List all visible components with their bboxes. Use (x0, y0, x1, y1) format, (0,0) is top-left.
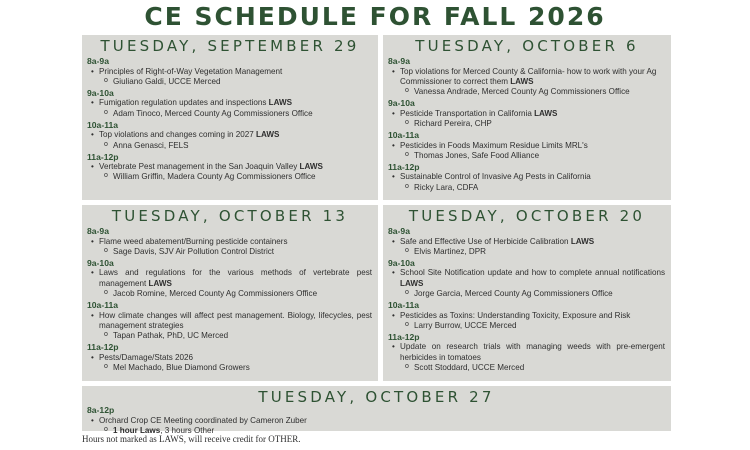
session-topic: • School Site Notification update and how to complete annual notifications LAWS (383, 268, 671, 288)
page-title: CE SCHEDULE FOR FALL 2026 (144, 2, 606, 31)
session-speaker: o Richard Pereira, CHP (383, 119, 671, 129)
session-credit: o 1 hour Laws, 3 hours Other (82, 426, 671, 436)
session-speaker: o Jorge Garcia, Merced County Ag Commissioners Office (383, 289, 671, 299)
session-time: 10a-11a (388, 300, 420, 311)
session-time: 9a-10a (87, 257, 114, 268)
session-time: 11a-12p (87, 342, 119, 353)
block-heading: TUESDAY, OCTOBER 6 (415, 37, 639, 55)
session-time: 11a-12p (87, 151, 119, 162)
session-time: 11a-12p (388, 331, 420, 342)
laws-badge: LAWS (510, 76, 534, 86)
session-speaker: o William Griffin, Madera County Ag Commissioners Office (82, 172, 378, 182)
session-topic: • Pesticide Transportation in California LAWS (383, 109, 671, 119)
schedule-block-oct-6 (383, 35, 671, 200)
session-time: 9a-10a (87, 87, 114, 98)
session-time: 8a-9a (87, 226, 109, 236)
block-heading: TUESDAY, OCTOBER 27 (258, 388, 495, 406)
session-speaker: o Mel Machado, Blue Diamond Growers (82, 363, 378, 373)
schedule-block-oct-13 (82, 205, 378, 381)
session-speaker: o Scott Stoddard, UCCE Merced (383, 363, 671, 373)
session-speaker: o Larry Burrow, UCCE Merced (383, 321, 671, 331)
session-speaker: o Giuliano Galdi, UCCE Merced (82, 77, 378, 87)
laws-badge: LAWS (570, 236, 595, 246)
session-topic: • Principles of Right-of-Way Vegetation Management (82, 67, 378, 77)
laws-badge: LAWS (534, 108, 558, 118)
session-time: 8a-12p (87, 405, 115, 415)
session-topic: • Top violations for Merced County & California- how to work with your Ag Commissioner to correct them LAWS (383, 67, 671, 87)
laws-badge: LAWS (268, 98, 293, 108)
session-speaker: o Jacob Romine, Merced County Ag Commissioners Office (82, 289, 378, 299)
session-time: 10a-11a (87, 119, 119, 130)
session-topic: • Pesticides as Toxins: Understanding Toxicity, Exposure and Risk (383, 311, 671, 321)
session-topic: • Pests/Damage/Stats 2026 (82, 353, 378, 363)
session-speaker: o Vanessa Andrade, Merced County Ag Commissioners Office (383, 87, 671, 97)
session-topic: • How climate changes will affect pest management. Biology, lifecycles, pest management strategies (82, 311, 378, 331)
schedule-block-oct-27 (82, 386, 671, 435)
session-topic: • Sustainable Control of Invasive Ag Pests in California (383, 172, 671, 182)
session-topic: • Safe and Effective Use of Herbicide Calibration LAWS (383, 237, 671, 247)
session-time: 10a-11a (87, 300, 119, 311)
session-time: 9a-10a (388, 98, 415, 109)
session-topic: • Laws and regulations for the various methods of vertebrate pest management LAWS (82, 268, 378, 288)
laws-badge: LAWS (299, 162, 323, 172)
schedule-block-oct-20 (383, 205, 671, 381)
session-time: 10a-11a (388, 130, 420, 141)
session-time: 8a-9a (87, 56, 109, 66)
session-time: 11a-12p (388, 161, 420, 172)
session-speaker: o Sage Davis, SJV Air Pollution Control District (82, 247, 378, 257)
footnote: Hours not marked as LAWS, will receive credit for OTHER. (82, 434, 301, 444)
session-topic: • Flame weed abatement/Burning pesticide containers (82, 237, 378, 247)
session-speaker: o Ricky Lara, CDFA (383, 183, 671, 193)
session-speaker: o Tapan Pathak, PhD, UC Merced (82, 331, 378, 341)
session-time: 8a-9a (388, 56, 410, 66)
session-topic: • Top violations and changes coming in 2027 LAWS (82, 130, 378, 140)
session-topic: • Pesticides in Foods Maximum Residue Limits MRL's (383, 141, 671, 151)
laws-badge: LAWS (148, 278, 172, 288)
laws-badge: LAWS (400, 278, 424, 288)
session-speaker: o Elvis Martinez, DPR (383, 247, 671, 257)
block-heading: TUESDAY, OCTOBER 13 (111, 207, 349, 225)
session-speaker: o Anna Genasci, FELS (82, 141, 378, 151)
session-time: 9a-10a (388, 257, 415, 268)
schedule-block-sep-29 (82, 35, 378, 200)
session-time: 8a-9a (388, 226, 410, 236)
session-speaker: o Thomas Jones, Safe Food Alliance (383, 151, 671, 161)
session-topic: • Vertebrate Pest management in the San Joaquin Valley LAWS (82, 162, 378, 172)
session-topic: • Orchard Crop CE Meeting coordinated by Cameron Zuber (82, 416, 671, 426)
session-topic: • Fumigation regulation updates and inspections LAWS (82, 98, 378, 108)
block-heading: TUESDAY, OCTOBER 20 (408, 207, 646, 225)
session-speaker: o Adam Tinoco, Merced County Ag Commissioners Office (82, 109, 378, 119)
block-heading: TUESDAY, SEPTEMBER 29 (100, 37, 360, 55)
laws-badge: LAWS (256, 130, 280, 140)
session-topic: • Update on research trials with managing weeds with pre-emergent herbicides in tomatoes (383, 342, 671, 362)
